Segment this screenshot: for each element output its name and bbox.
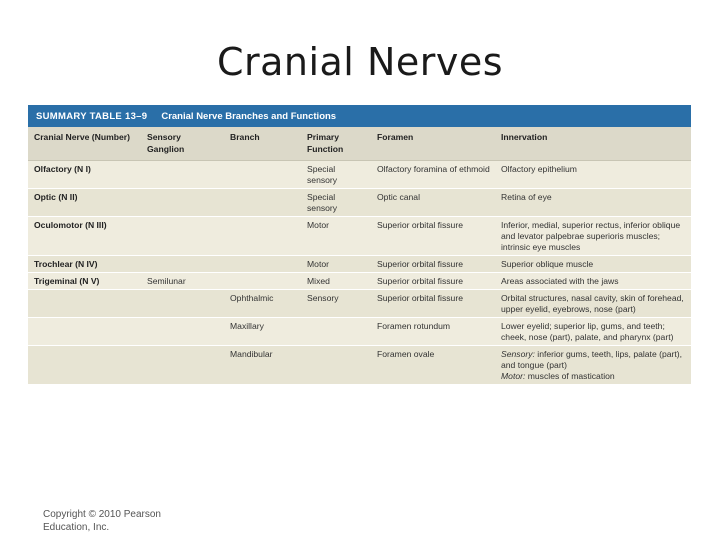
header-branch: Branch	[224, 127, 301, 161]
cell-nerve: Olfactory (N I)	[28, 161, 141, 189]
cell-branch	[224, 273, 301, 290]
cell-ganglion	[141, 290, 224, 318]
cell-ganglion	[141, 189, 224, 217]
table-row	[28, 217, 691, 256]
cell-foramen: Foramen ovale	[371, 346, 495, 385]
cell-innervation: Olfactory epithelium	[495, 161, 691, 189]
table-title: Cranial Nerve Branches and Functions	[161, 110, 337, 122]
sensory-text: inferior gums, teeth, lips, palate (part), and tongue (part)	[501, 349, 683, 370]
cell-branch: Ophthalmic	[224, 290, 301, 318]
motor-label: Motor:	[501, 371, 526, 381]
table-header-row	[28, 127, 691, 161]
cell-foramen: Optic canal	[371, 189, 495, 217]
table-row	[28, 161, 691, 189]
cranial-nerve-table	[28, 127, 691, 385]
cell-foramen: Superior orbital fissure	[371, 217, 495, 256]
cell-innervation: Retina of eye	[495, 189, 691, 217]
table-row	[28, 346, 691, 385]
cell-function	[301, 318, 371, 346]
table-row	[28, 256, 691, 273]
header-sensory-ganglion: Sensory Ganglion	[141, 127, 224, 161]
cell-nerve	[28, 318, 141, 346]
cell-branch	[224, 189, 301, 217]
cell-foramen: Superior orbital fissure	[371, 256, 495, 273]
header-cranial-nerve: Cranial Nerve (Number)	[28, 127, 141, 161]
cell-innervation: Superior oblique muscle	[495, 256, 691, 273]
cell-branch	[224, 161, 301, 189]
slide-title: Cranial Nerves	[216, 40, 504, 84]
cell-innervation: Lower eyelid; superior lip, gums, and teeth; cheek, nose (part), palate, and pharynx (part)	[495, 318, 691, 346]
cell-ganglion: Semilunar	[141, 273, 224, 290]
cell-function: Mixed	[301, 273, 371, 290]
header-primary-function: Primary Function	[301, 127, 371, 161]
cell-nerve	[28, 346, 141, 385]
cell-function: Special sensory	[301, 189, 371, 217]
cell-ganglion	[141, 318, 224, 346]
table-number: SUMMARY TABLE 13–9	[36, 110, 148, 122]
cell-function: Motor	[301, 256, 371, 273]
cell-nerve: Trigeminal (N V)	[28, 273, 141, 290]
cell-ganglion	[141, 256, 224, 273]
cell-function: Special sensory	[301, 161, 371, 189]
cell-branch: Mandibular	[224, 346, 301, 385]
table-banner	[28, 105, 691, 127]
cell-branch	[224, 256, 301, 273]
cell-innervation: Areas associated with the jaws	[495, 273, 691, 290]
table-row	[28, 318, 691, 346]
cell-branch: Maxillary	[224, 318, 301, 346]
cell-ganglion	[141, 346, 224, 385]
copyright-notice: Copyright © 2010 Pearson Education, Inc.	[43, 509, 161, 533]
header-innervation: Innervation	[495, 127, 691, 161]
cell-ganglion	[141, 217, 224, 256]
table-row	[28, 273, 691, 290]
cell-foramen: Olfactory foramina of ethmoid	[371, 161, 495, 189]
cell-branch	[224, 217, 301, 256]
cell-function	[301, 346, 371, 385]
summary-table	[28, 105, 691, 385]
cell-foramen: Foramen rotundum	[371, 318, 495, 346]
cell-nerve: Trochlear (N IV)	[28, 256, 141, 273]
cell-nerve: Oculomotor (N III)	[28, 217, 141, 256]
cell-innervation: Orbital structures, nasal cavity, skin of forehead, upper eyelid, eyebrows, nose (part)	[495, 290, 691, 318]
cell-foramen: Superior orbital fissure	[371, 273, 495, 290]
cell-nerve: Optic (N II)	[28, 189, 141, 217]
cell-nerve	[28, 290, 141, 318]
header-foramen: Foramen	[371, 127, 495, 161]
table-row	[28, 290, 691, 318]
sensory-label: Sensory:	[501, 349, 535, 359]
cell-innervation: Inferior, medial, superior rectus, inferior oblique and levator palpebrae superioris muscles; intrinsic eye muscles	[495, 217, 691, 256]
cell-foramen: Superior orbital fissure	[371, 290, 495, 318]
table-row	[28, 189, 691, 217]
cell-function: Sensory	[301, 290, 371, 318]
cell-ganglion	[141, 161, 224, 189]
cell-innervation	[495, 346, 691, 385]
motor-text: muscles of mastication	[525, 371, 615, 381]
cell-function: Motor	[301, 217, 371, 256]
